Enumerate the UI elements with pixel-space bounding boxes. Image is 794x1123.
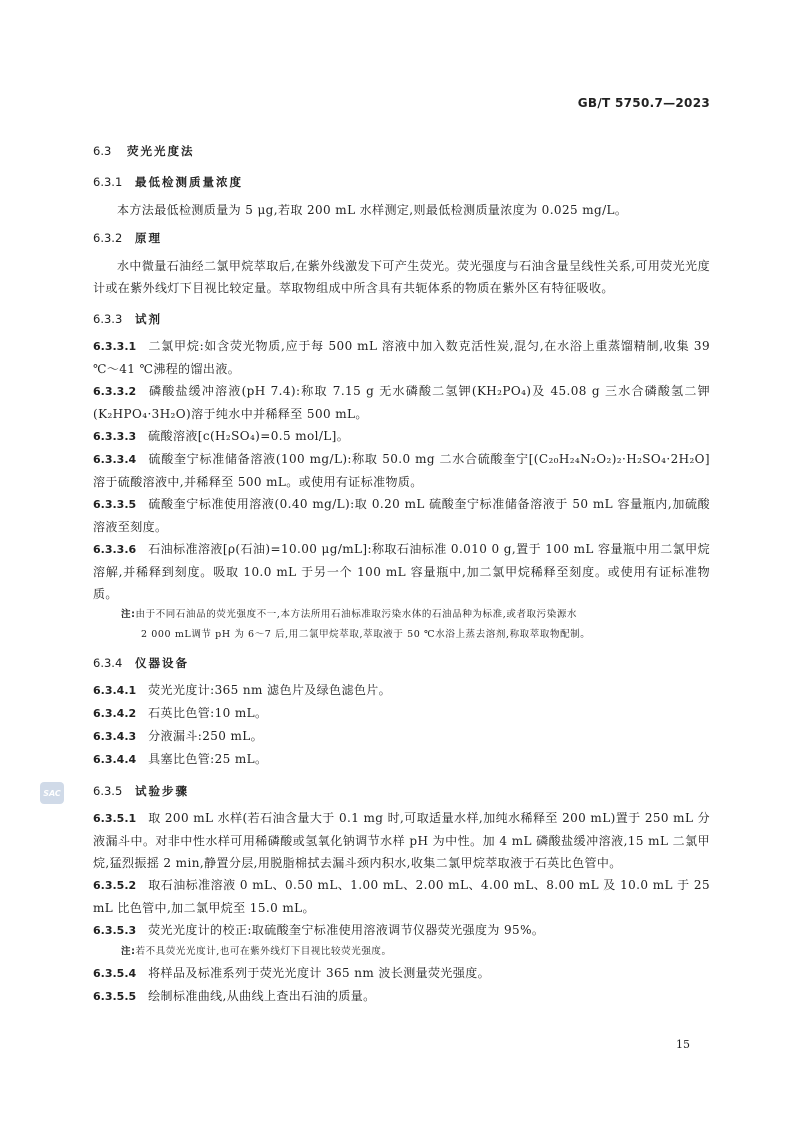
section-title: 试验步骤: [135, 783, 189, 798]
section-number: 6.3: [93, 144, 112, 158]
paragraph-principle: 水中微量石油经二氯甲烷萃取后,在紫外线激发下可产生荧光。荧光强度与石油含量呈线性关系,可用荧光光度计或在紫外线灯下目视比较定量。萃取物组成中所含具有共轭体系的物质在紫外区有特征吸收。: [93, 258, 710, 295]
list-item: 6.3.3.6 石油标准溶液[ρ(石油)=10.00 μg/mL]:称取石油标准 0.010 0 g,置于 100 mL 容量瓶中用二氯甲烷溶解,并稀释到刻度。吸取 10.0 mL 于另一个 100 mL 容量瓶中,加二氯甲烷稀释至刻度。或使用有证标准物质。: [93, 541, 710, 601]
section-number: 6.3.4: [93, 655, 123, 670]
section-heading-6-3-4: [93, 655, 710, 671]
section-title: 试剂: [135, 311, 162, 326]
section-number: 6.3.1: [93, 175, 123, 189]
list-item: 6.3.4.3 分液漏斗:250 mL。: [93, 728, 264, 743]
list-item: 6.3.5.3 荧光光度计的校正:取硫酸奎宁标准使用溶液调节仪器荧光强度为 95%。: [93, 922, 545, 937]
list-item: 6.3.5.1 取 200 mL 水样(若石油含量大于 0.1 mg 时,可取适量水样,加纯水稀释至 200 mL)置于 250 mL 分液漏斗中。对非中性水样可用稀磷酸或氢氧化钠调节水样 pH 为中性。加 4 mL 磷酸盐缓冲溶液,15 mL 二氯甲烷,猛烈振摇 2 min,静置分层,用脱脂棉拭去漏斗颈内积水,收集二氯甲烷萃取液于石英比色管中。: [93, 810, 710, 870]
page-number: 15: [676, 1038, 690, 1051]
note-label: 注:: [121, 945, 136, 957]
apparatus-list: [93, 679, 710, 771]
sac-logo-text: SAC: [43, 788, 61, 798]
list-item: 6.3.3.2 磷酸盐缓冲溶液(pH 7.4):称取 7.15 g 无水磷酸二氢钾(KH₂PO₄)及 45.08 g 三水合磷酸氢二钾(K₂HPO₄·3H₂O)溶于纯水中并稀释至 500 mL。: [93, 383, 710, 421]
standard-number: GB/T 5750.7—2023: [577, 96, 710, 110]
procedure-list: [93, 807, 710, 1008]
list-item: 6.3.3.3 硫酸溶液[c(H₂SO₄)=0.5 mol/L]。: [93, 428, 350, 443]
list-item: 6.3.5.4 将样品及标准系列于荧光光度计 365 nm 波长测量荧光强度。: [93, 965, 491, 980]
note-continuation: 2 000 mL调节 pH 为 6～7 后,用二氯甲烷萃取,萃取液于 50 ℃水浴上蒸去溶剂,称取萃取物配制。: [141, 628, 591, 640]
list-item: 6.3.5.5 绘制标准曲线,从曲线上查出石油的质量。: [93, 988, 376, 1003]
section-title: 荧光光度法: [127, 144, 195, 158]
list-item: 6.3.5.2 取石油标准溶液 0 mL、0.50 mL、1.00 mL、2.00 mL、4.00 mL、8.00 mL 及 10.0 mL 于 25 mL 比色管中,加二氯甲烷至 15.0 mL。: [93, 877, 710, 915]
list-item: 6.3.4.1 荧光光度计:365 nm 滤色片及绿色滤色片。: [93, 682, 392, 697]
section-number: 6.3.5: [93, 783, 123, 798]
section-title: 原理: [135, 230, 162, 245]
section-heading-6-3: [93, 143, 710, 159]
section-heading-6-3-3: [93, 311, 710, 327]
section-title: 最低检测质量浓度: [135, 175, 243, 189]
sac-logo: [40, 782, 64, 804]
list-item: 6.3.4.4 具塞比色管:25 mL。: [93, 751, 268, 766]
section-number: 6.3.3: [93, 311, 123, 326]
section-title: 仪器设备: [135, 655, 189, 670]
list-item: 6.3.4.2 石英比色管:10 mL。: [93, 705, 268, 720]
section-number: 6.3.2: [93, 230, 123, 245]
reagent-list: [93, 335, 710, 645]
note: 注:由于不同石油品的荧光强度不一,本方法所用石油标准取污染水体的石油品种为标准,或者取污染源水: [121, 608, 578, 620]
section-heading-6-3-1: [93, 174, 710, 190]
list-item: 6.3.3.5 硫酸奎宁标准使用溶液(0.40 mg/L):取 0.20 mL 硫酸奎宁标准储备溶液于 50 mL 容量瓶内,加硫酸溶液至刻度。: [93, 496, 710, 534]
list-item: 6.3.3.1 二氯甲烷:如含荧光物质,应于每 500 mL 溶液中加入数克活性炭,混匀,在水浴上重蒸馏精制,收集 39 ℃～41 ℃沸程的馏出液。: [93, 338, 710, 376]
paragraph-detection-limit: 本方法最低检测质量为 5 μg,若取 200 mL 水样测定,则最低检测质量浓度为 0.025 mg/L。: [117, 203, 628, 217]
document-body: [93, 140, 710, 1008]
list-item: 6.3.3.4 硫酸奎宁标准储备溶液(100 mg/L):称取 50.0 mg 二水合硫酸奎宁[(C₂₀H₂₄N₂O₂)₂·H₂SO₄·2H₂O]溶于硫酸溶液中,并稀释至 500 mL。或使用有证标准物质。: [93, 451, 710, 489]
note: 注:若不具荧光光度计,也可在紫外线灯下目视比较荧光强度。: [121, 945, 392, 957]
note-label: 注:: [121, 608, 136, 620]
section-heading-6-3-2: [93, 230, 710, 246]
section-heading-6-3-5: [93, 783, 710, 799]
